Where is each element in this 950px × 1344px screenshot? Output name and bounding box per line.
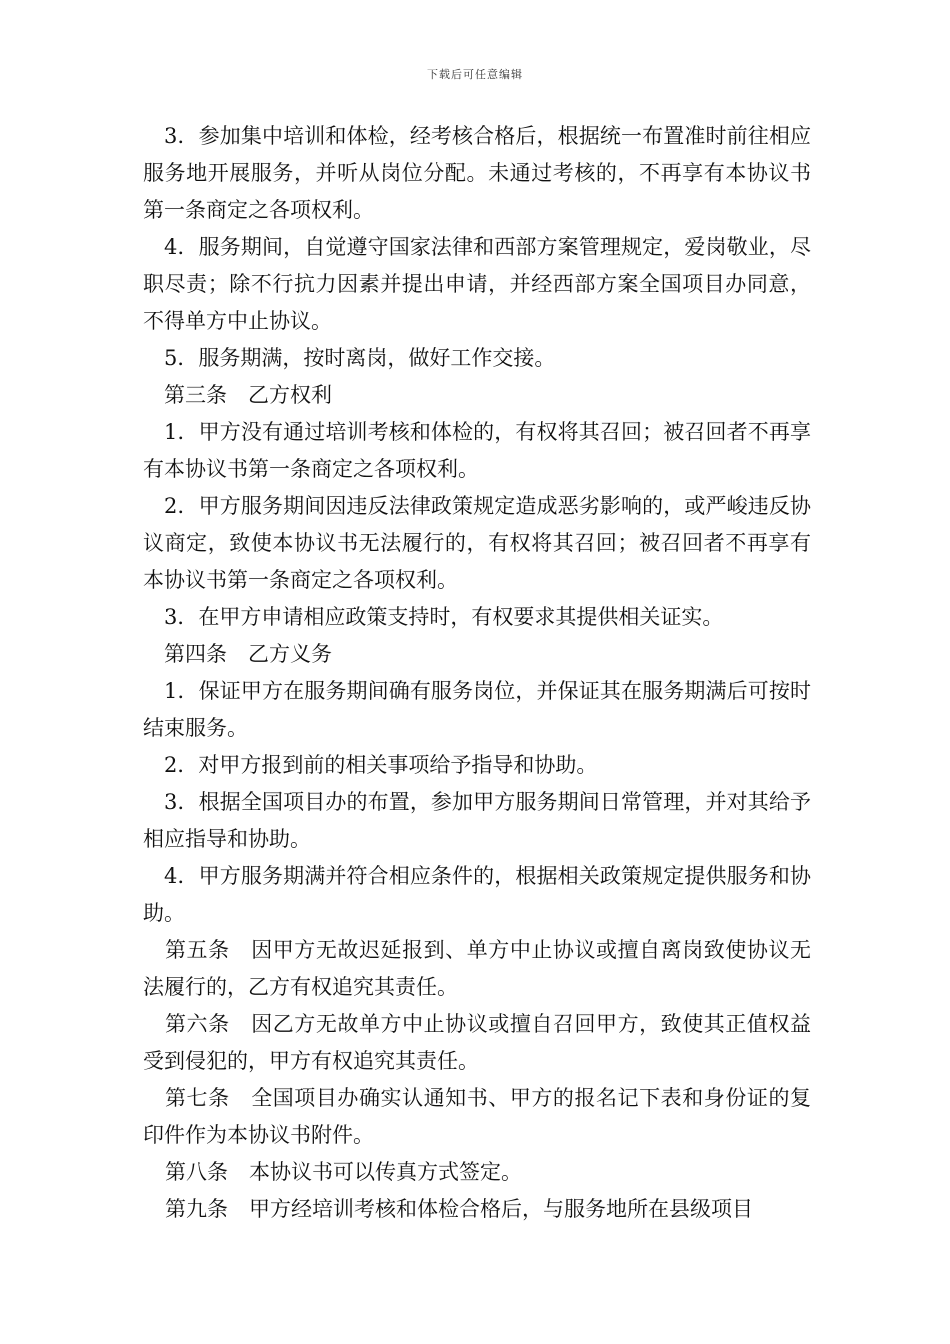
article-3-heading: 第三条 乙方权利 — [164, 383, 332, 407]
article-7: 第七条 全国项目办确实认通知书、甲方的报名记下表和身份证的复印件作为本协议书附件。 — [143, 1086, 811, 1147]
article-9: 第九条 甲方经培训考核和体检合格后，与服务地所在县级项目 — [165, 1197, 753, 1221]
paragraph-right-1: 1．甲方没有通过培训考核和体检的，有权将其召回；被召回者不再享有本协议书第一条商定之各项权利。 — [143, 420, 811, 481]
page-header: 下载后可任意编辑 — [427, 68, 523, 81]
article-6: 第六条 因乙方无故单方中止协议或擅自召回甲方，致使其正值权益受到侵犯的，甲方有权追究其责任。 — [143, 1012, 811, 1073]
paragraph-obligation-2: 2．对甲方报到前的相关事项给予指导和协助。 — [164, 753, 598, 777]
paragraph-obligation-4: 4．甲方服务期满并符合相应条件的，根据相关政策规定提供服务和协助。 — [143, 864, 811, 925]
paragraph-right-3: 3．在甲方申请相应政策支持时，有权要求其提供相关证实。 — [164, 605, 724, 629]
paragraph-obligation-1: 1．保证甲方在服务期间确有服务岗位，并保证其在服务期满后可按时结束服务。 — [143, 679, 811, 740]
paragraph-duty-5: 5．服务期满，按时离岗，做好工作交接。 — [164, 346, 556, 370]
article-5: 第五条 因甲方无故迟延报到、单方中止协议或擅自离岗致使协议无法履行的，乙方有权追究其责任。 — [143, 938, 811, 999]
paragraph-right-2: 2．甲方服务期间因违反法律政策规定造成恶劣影响的，或严峻违反协议商定，致使本协议书无法履行的，有权将其召回；被召回者不再享有本协议书第一条商定之各项权利。 — [143, 494, 811, 592]
paragraph-duty-3: 3．参加集中培训和体检，经考核合格后，根据统一布置准时前往相应服务地开展服务，并听从岗位分配。未通过考核的，不再享有本协议书第一条商定之各项权利。 — [143, 124, 811, 222]
paragraph-obligation-3: 3．根据全国项目办的布置，参加甲方服务期间日常管理，并对其给予相应指导和协助。 — [143, 790, 811, 851]
article-4-heading: 第四条 乙方义务 — [164, 642, 332, 666]
document-body — [143, 118, 811, 1228]
article-8: 第八条 本协议书可以传真方式签定。 — [165, 1160, 522, 1184]
paragraph-duty-4: 4．服务期间，自觉遵守国家法律和西部方案管理规定，爱岗敬业，尽职尽责；除不行抗力因素并提出申请，并经西部方案全国项目办同意，不得单方中止协议。 — [143, 235, 811, 333]
